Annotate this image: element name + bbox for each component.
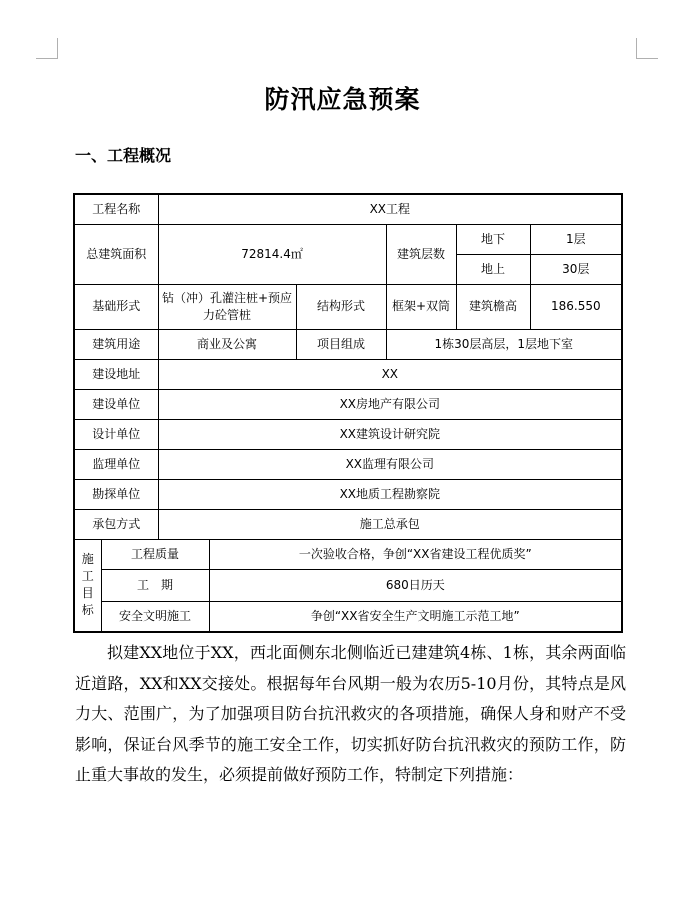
total-area-value: 72814.4㎡: [158, 224, 386, 284]
table-row: [74, 359, 622, 389]
total-area-label: 总建筑面积: [74, 224, 158, 284]
section-heading: 一、工程概况: [75, 146, 172, 165]
goals-label-char: 标: [81, 603, 94, 618]
foundation-label: 基础形式: [74, 284, 158, 329]
intro-paragraph: 拟建XX地位于XX，西北面侧东北侧临近已建建筑4栋、1栋，其余两面临近道路，XX和XX交接处。根据每年台风期一般为农历5-10月份，其特点是风力大、范围广，为了加强项目防台抗汛救灾的各项措施，确保人身和财产不受影响，保证台风季节的施工安全工作，切实抓好防台抗汛救灾的预防工作，防止重大事故的发生，必须提前做好预防工作，特制定下列措施：: [75, 643, 626, 784]
crop-mark-right-horizontal: [636, 58, 658, 59]
table-row: [74, 224, 622, 254]
table-row: [74, 389, 622, 419]
quality-value: 一次验收合格，争创“XX省建设工程优质奖”: [209, 539, 622, 569]
project-name-label: 工程名称: [74, 194, 158, 224]
usage-label: 建筑用途: [74, 329, 158, 359]
eave-height-label: 建筑檐高: [456, 284, 530, 329]
table-row: [74, 509, 622, 539]
quality-label: 工程质量: [101, 539, 209, 569]
eave-height-value: 186.550: [530, 284, 622, 329]
usage-value: 商业及公寓: [158, 329, 296, 359]
supervisor-label: 监理单位: [74, 449, 158, 479]
survey-label: 勘探单位: [74, 479, 158, 509]
table-row: [74, 419, 622, 449]
survey-value: XX地质工程勘察院: [158, 479, 622, 509]
table-row: [74, 569, 622, 601]
supervisor-value: XX监理有限公司: [158, 449, 622, 479]
goals-label-char: 目: [81, 586, 94, 601]
crop-mark-left-vertical: [57, 38, 58, 59]
underground-label: 地下: [456, 224, 530, 254]
builder-label: 建设单位: [74, 389, 158, 419]
contract-value: 施工总承包: [158, 509, 622, 539]
table-row: [74, 284, 622, 329]
crop-mark-left-horizontal: [36, 58, 58, 59]
safety-label: 安全文明施工: [101, 601, 209, 632]
floors-label: 建筑层数: [386, 224, 456, 284]
project-overview-table: [73, 193, 623, 633]
table-row: [74, 539, 622, 569]
aboveground-label: 地上: [456, 254, 530, 284]
period-value: 680日历天: [209, 569, 622, 601]
table-row: [74, 479, 622, 509]
page-title: 防汛应急预案: [264, 85, 421, 114]
goals-label-char: 工: [81, 569, 94, 584]
table-row: [74, 329, 622, 359]
contract-label: 承包方式: [74, 509, 158, 539]
table-row: [74, 194, 622, 224]
table-row: [74, 449, 622, 479]
construction-goals-label: [74, 539, 101, 632]
address-label: 建设地址: [74, 359, 158, 389]
aboveground-value: 30层: [530, 254, 622, 284]
underground-value: 1层: [530, 224, 622, 254]
designer-value: XX建筑设计研究院: [158, 419, 622, 449]
structure-value: 框架+双筒: [386, 284, 456, 329]
goals-label-char: 施: [81, 552, 94, 567]
composition-label: 项目组成: [296, 329, 386, 359]
structure-label: 结构形式: [296, 284, 386, 329]
table-row: [74, 601, 622, 632]
address-value: XX: [158, 359, 622, 389]
builder-value: XX房地产有限公司: [158, 389, 622, 419]
crop-mark-right-vertical: [636, 38, 637, 59]
safety-value: 争创“XX省安全生产文明施工示范工地”: [209, 601, 622, 632]
foundation-value: 钻（冲）孔灌注桩+预应力砼管桩: [158, 284, 296, 329]
designer-label: 设计单位: [74, 419, 158, 449]
composition-value: 1栋30层高层，1层地下室: [386, 329, 622, 359]
project-name-value: XX工程: [158, 194, 622, 224]
period-label: 工 期: [101, 569, 209, 601]
